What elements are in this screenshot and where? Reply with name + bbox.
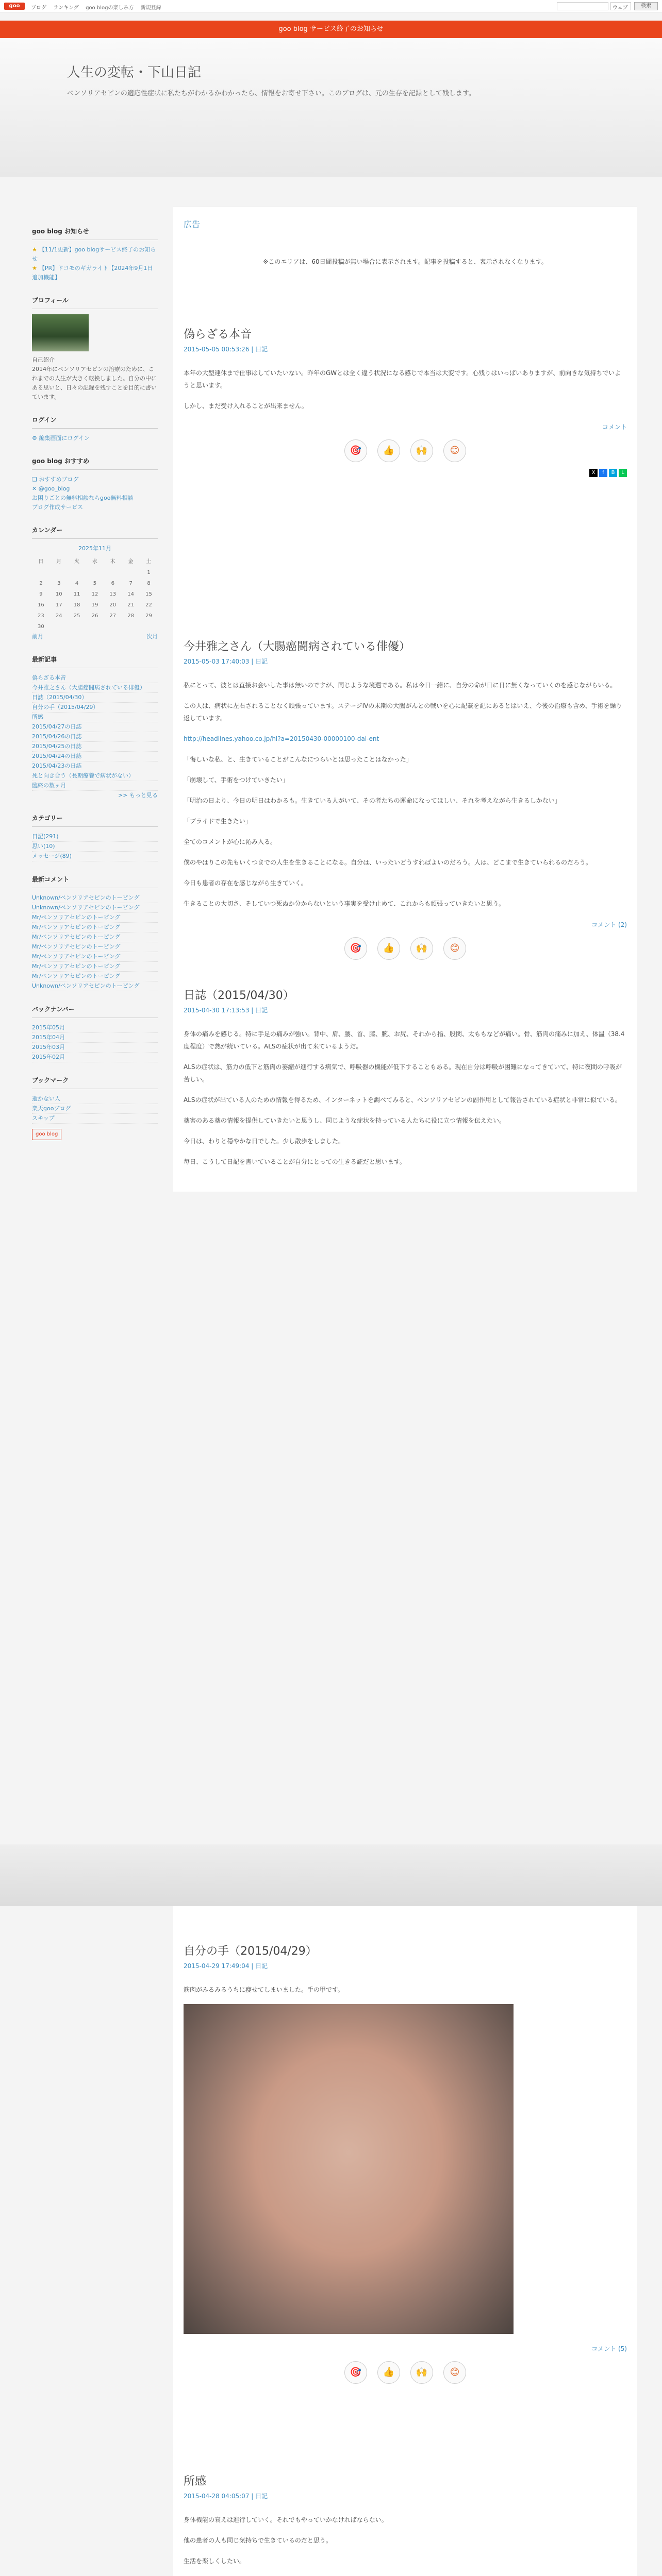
notice-heading: goo blog お知らせ (32, 227, 158, 240)
calendar-day: 24 (55, 613, 62, 619)
recent-item[interactable]: 日誌（2015/04/30） (32, 693, 158, 703)
reaction-button[interactable]: 👍 (377, 2361, 400, 2384)
calendar-day: 21 (127, 602, 134, 608)
calendar-day (122, 567, 140, 578)
category-item[interactable]: メッセージ(89) (32, 852, 158, 861)
calendar-day: 7 (129, 581, 133, 586)
comment-item[interactable]: Mr/ペンソリアセピンのトーピング (32, 933, 158, 942)
main-content (173, 206, 637, 1192)
recent-more-link[interactable]: >> もっと見る (118, 792, 158, 799)
post-paragraph: 「崩壊して、手術をつけていきたい」 (184, 776, 289, 784)
calendar-day: 30 (38, 624, 44, 630)
bookmark-icon: ❏ (32, 476, 39, 483)
category-item[interactable]: 日記(291) (32, 832, 158, 842)
calendar-day: 9 (39, 591, 43, 597)
recent-item[interactable]: 所感 (32, 713, 158, 722)
post-paragraph: 身体機能の衰えは進行していく。それでもやっていかなければならない。 (184, 2516, 388, 2523)
search-input[interactable] (557, 2, 608, 10)
profile-image[interactable] (32, 314, 89, 351)
facebook-share-icon[interactable]: f (599, 469, 607, 477)
bookmark-item[interactable]: 楽天gooブログ (32, 1104, 158, 1114)
reaction-button[interactable]: 👍 (377, 937, 400, 960)
post-title[interactable]: 所感 (184, 2475, 207, 2488)
post-paragraph: 生活を楽しくしたい。 (184, 2557, 246, 2565)
post-meta: 2015-04-28 04:05:07 | 日記 (184, 2493, 268, 2500)
post-paragraph: この人は、病状に左右されることなく頑張っています。ステージIVの末期の大腸がんとの戦いを心に記載を記にあるとはいえ、今後の治療も含め、手術を繰り返しています。 (184, 702, 622, 722)
comment-item[interactable]: Mr/ペンソリアセピンのトーピング (32, 913, 158, 923)
recommend-item[interactable]: ✕ @goo_blog (32, 485, 70, 492)
backnumber-item[interactable]: 2015年05月 (32, 1023, 158, 1033)
search-button[interactable]: 検索 (634, 2, 658, 10)
calendar-day: 15 (145, 591, 152, 597)
reaction-button[interactable]: 🙌 (410, 439, 433, 462)
recent-item[interactable]: 偽らざる本音 (32, 673, 158, 683)
reaction-buttons (184, 2361, 627, 2384)
post-spacer (173, 493, 637, 626)
backnumber-item[interactable]: 2015年04月 (32, 1033, 158, 1043)
backnumber-item[interactable]: 2015年02月 (32, 1053, 158, 1062)
login-link[interactable]: ⚙ 編集画面にログイン (32, 435, 90, 442)
post-paragraph: 私にとって、彼とは直接お会いした事は無いのですが、同じような境遇である。私は今日一緒に、自分の命が日に日に無くなっていくのを感じながらいる。 (184, 682, 617, 689)
post-body (184, 367, 627, 412)
reaction-button[interactable]: 🎯 (344, 439, 367, 462)
post-title[interactable]: 偽らざる本音 (184, 328, 252, 341)
star-icon: ★ (32, 265, 37, 272)
reaction-button[interactable]: 🎯 (344, 937, 367, 960)
comment-link[interactable]: コメント (5) (591, 2345, 627, 2352)
comment-heading: 最新コメント (32, 875, 158, 888)
notice-item[interactable]: ★ 【PR】ドコモのギガライト【2024年9月1日 追加機能】 (32, 265, 153, 281)
login-section (32, 415, 158, 443)
sidebar (32, 227, 158, 1154)
post-1 (173, 626, 637, 975)
reaction-button[interactable]: 😊 (443, 439, 466, 462)
bookmark-heading: ブックマーク (32, 1076, 158, 1089)
blog-title[interactable]: 人生の変転・下山日記 (67, 65, 202, 80)
calendar-day: 19 (91, 602, 98, 608)
post-paragraph: 今日は、わりと穏やかな日でした。少し散歩をしました。 (184, 1138, 345, 1145)
post-category[interactable]: 日記 (255, 2493, 268, 2500)
post-category[interactable]: 日記 (255, 1962, 268, 1970)
section-gap (0, 1844, 662, 1906)
gear-icon: ⚙ (32, 435, 39, 442)
nav-register[interactable]: 新規登録 (140, 5, 161, 11)
profile-section (32, 296, 158, 402)
calendar-day: 12 (91, 591, 98, 597)
calendar-day (50, 621, 68, 632)
reaction-button[interactable]: 👍 (377, 439, 400, 462)
post-paragraph: 今日も患者の存在を感じながら生きていく。 (184, 879, 307, 887)
recent-item[interactable]: 2015/04/24の日誌 (32, 752, 158, 761)
bookmark-section (32, 1076, 158, 1140)
recent-item[interactable]: 臨終の数ヶ月 (32, 781, 158, 791)
weekday: 木 (110, 559, 115, 565)
recent-item[interactable]: 死と向き合う（長期療養で病状がない） (32, 771, 158, 781)
blog-header (0, 38, 662, 177)
post-title[interactable]: 自分の手（2015/04/29） (184, 1945, 317, 1958)
post-paragraph: ALSの症状が出ている人のための情報を得るため、インターネットを調べてみると、ペンソリアセピンの副作用として報告されている症状と非常に似ている。 (184, 1096, 621, 1104)
reaction-button[interactable]: 🙌 (410, 937, 433, 960)
post-paragraph: ALSの症状は、筋力の低下と筋肉の萎縮が進行する病気で、呼吸器の機能が低下することもある。現在自分は呼吸が困難になってきていて、特に夜間の呼吸が苦しい。 (184, 1063, 622, 1083)
calendar-day: 5 (93, 581, 97, 586)
recommend-heading: goo blog おすすめ (32, 456, 158, 470)
post-meta: 2015-05-03 17:40:03 | 日記 (184, 658, 268, 665)
calendar-day: 16 (38, 602, 44, 608)
profile-text: 2014年にペンソリアセピンの治療のために、これまでの人生が大きく転換しました。自分の中にある思いと、日々の記録を残すことを目的に書いています。 (32, 366, 157, 400)
post-paragraph: 身体の痛みを感じる。特に手足の痛みが強い。背中、肩、腰、首、膝、腕、お尻、それから指、股関、太ももなどが痛い。骨、筋肉の痛みに加え、体温（38.4度程度）で熱が続いている。ALSの症状が出て来ているようだ。 (184, 1030, 625, 1050)
calendar-day: 18 (73, 602, 80, 608)
post-paragraph: 「明治の日より、今日の明日はわかるも。生きている人がいて、その者たちの運命になってほしい、それを考えながら生きるしかない」 (184, 797, 561, 804)
x-icon: ✕ (32, 485, 39, 492)
calendar-day: 2 (39, 581, 43, 586)
post-3 (173, 1906, 637, 2399)
post-body (184, 1984, 627, 1996)
reaction-button[interactable]: 🎯 (344, 2361, 367, 2384)
bookmark-item[interactable]: スキップ (32, 1114, 158, 1124)
main-content-lower (173, 1906, 637, 2576)
post-category[interactable]: 日記 (255, 658, 268, 665)
calendar-heading: カレンダー (32, 526, 158, 539)
weekday: 金 (128, 559, 134, 565)
calendar-day: 28 (127, 613, 134, 619)
nav-howto[interactable]: goo blogの楽しみ方 (86, 5, 134, 11)
nav-blog[interactable]: ブログ (31, 5, 46, 11)
post-meta: 2015-04-30 17:13:53 | 日記 (184, 1007, 268, 1014)
ad-text: ※このエリアは、60日間投稿が無い場合に表示されます。記事を投稿すると、表示されなくなります。 (263, 258, 548, 265)
hatena-share-icon[interactable]: B (609, 469, 617, 477)
post-paragraph: 僕のやはりこの先もいくつまでの人生を生きることになる。自分は、いったいどうすればよいのだろう。人は、どこまで生きていられるのだろう。 (184, 859, 592, 866)
comment-item[interactable]: Mr/ペンソリアセピンのトーピング (32, 923, 158, 933)
post-paragraph: しかし、まだ受け入れることが出来ません。 (184, 402, 308, 410)
comment-item[interactable]: Mr/ペンソリアセピンのトーピング (32, 962, 158, 972)
calendar-day: 4 (75, 581, 79, 586)
calendar-day: 3 (57, 581, 61, 586)
calendar-day: 27 (109, 613, 117, 619)
backnumber-heading: バックナンバー (32, 1005, 158, 1018)
recommend-item[interactable]: ❏ おすすめブログ (32, 476, 79, 483)
calendar-day: 26 (91, 613, 98, 619)
profile-heading: プロフィール (32, 296, 158, 309)
calendar-table (32, 554, 158, 632)
calendar-day: 8 (147, 581, 151, 586)
share-buttons (184, 468, 627, 477)
notice-item[interactable]: ★ 【11/1更新】goo blogサービス終了のお知らせ (32, 246, 156, 262)
post-category[interactable]: 日記 (255, 346, 268, 353)
post-date[interactable]: 2015-04-30 17:13:53 (184, 1007, 250, 1014)
line-share-icon[interactable]: L (619, 469, 627, 477)
category-section (32, 814, 158, 861)
weekday: 火 (74, 559, 80, 565)
post-spacer (173, 2399, 637, 2461)
category-heading: カテゴリー (32, 814, 158, 827)
backnumber-item[interactable]: 2015年03月 (32, 1043, 158, 1053)
star-icon: ★ (32, 246, 37, 253)
calendar-day: 11 (73, 591, 80, 597)
calendar-day: 17 (55, 602, 62, 608)
weekday: 水 (92, 559, 97, 565)
post-link[interactable]: http://headlines.yahoo.co.jp/hl?a=20150430-00000100-dal-ent (184, 735, 379, 742)
post-paragraph: 薬害のある薬の情報を提供していきたいと思うし、同じような症状を持っている人たちに役に立つ情報を伝えたい。 (184, 1117, 506, 1124)
profile-label: 自己紹介 (32, 357, 55, 363)
calendar-day (32, 567, 50, 578)
recent-item[interactable]: 2015/04/26の日誌 (32, 732, 158, 742)
calendar-section (32, 526, 158, 641)
recent-item[interactable]: 2015/04/25の日誌 (32, 742, 158, 752)
calendar-month: 2025年11月 (78, 545, 111, 552)
post-category[interactable]: 日記 (255, 1007, 268, 1014)
goo-logo[interactable]: goo (4, 3, 25, 10)
post-meta: 2015-04-29 17:49:04 | 日記 (184, 1962, 268, 1970)
recent-section (32, 655, 158, 800)
recent-item[interactable]: 今井雅之さん（大腸癌闘病されている俳優） (32, 683, 158, 693)
reaction-button[interactable]: 😊 (443, 937, 466, 960)
calendar-day: 20 (109, 602, 117, 608)
recommend-item[interactable]: お困りごとの無料相談ならgoo無料相談 (32, 495, 134, 501)
post-title[interactable]: 日誌（2015/04/30） (184, 989, 294, 1002)
calendar-day: 13 (109, 591, 117, 597)
reaction-buttons (184, 937, 627, 960)
comment-section (32, 875, 158, 991)
post-2 (173, 975, 637, 1192)
calendar-day: 25 (73, 613, 80, 619)
nav-ranking[interactable]: ランキング (53, 5, 79, 11)
post-paragraph: 生きることの大切さ、そしていつ死ぬか分からないという事実を受け止めて、これからも頑張っていきたいと思う。 (184, 900, 505, 907)
calendar-day: 14 (127, 591, 134, 597)
post-paragraph: 「ブライドで生きたい」 (184, 818, 252, 825)
comment-item[interactable]: Mr/ペンソリアセピンのトーピング (32, 972, 158, 981)
recent-item[interactable]: 2015/04/27の日誌 (32, 722, 158, 732)
post-meta: 2015-05-05 00:53:26 | 日記 (184, 346, 268, 353)
bookmark-item[interactable]: 逝かない人 (32, 1094, 158, 1104)
post-date[interactable]: 2015-05-03 17:40:03 (184, 658, 250, 665)
calendar-day: 29 (145, 613, 152, 619)
post-paragraph: 筋肉がみるみるうちに痩せてしまいました。手の甲です。 (184, 1986, 344, 1993)
top-nav (31, 3, 167, 11)
post-title[interactable]: 今井雅之さん（大腸癌闘病されている俳優） (184, 640, 411, 653)
comment-item[interactable]: Mr/ペンソリアセピンのトーピング (32, 942, 158, 952)
recent-item[interactable]: 2015/04/23の日誌 (32, 761, 158, 771)
calendar-day (68, 567, 86, 578)
weekday: 日 (38, 559, 44, 565)
recent-heading: 最新記事 (32, 655, 158, 668)
weekday: 月 (56, 559, 62, 565)
calendar-day: 23 (38, 613, 44, 619)
calendar-next[interactable]: 次月 (146, 633, 158, 640)
comment-item[interactable]: Mr/ペンソリアセピンのトーピング (32, 952, 158, 962)
weekday: 土 (146, 559, 152, 565)
ad-block (173, 206, 637, 314)
post-date[interactable]: 2015-04-28 04:05:07 (184, 2493, 250, 2500)
recent-item[interactable]: 自分の手（2015/04/29） (32, 703, 158, 713)
x-share-icon[interactable]: X (589, 469, 598, 477)
calendar-prev[interactable]: 前月 (32, 633, 43, 640)
post-4 (173, 2461, 637, 2576)
recommend-item[interactable]: ブログ作成サービス (32, 504, 83, 511)
calendar-day (86, 567, 104, 578)
calendar-day: 6 (111, 581, 114, 586)
post-paragraph: 毎日、こうして日記を書いていることが自分にとっての生きる証だと思います。 (184, 1158, 406, 1165)
comment-link[interactable]: コメント (2) (591, 921, 627, 928)
search-scope-select[interactable]: ウェブ (610, 2, 631, 10)
post-body (184, 679, 627, 910)
post-body (184, 2514, 627, 2576)
post-paragraph: 全てのコメントが心に沁み入る。 (184, 838, 277, 845)
goo-blog-badge[interactable]: goo blog (32, 1129, 61, 1140)
reaction-buttons (184, 439, 627, 462)
comment-link[interactable]: コメント (602, 423, 627, 431)
post-paragraph: 本年の大型連休まで仕事はしていたいない。昨年のGWとは全く違う状況になる感じで本当は大変です。心残りはいっぱいありますが、前向きな気持ちでいようと思います。 (184, 369, 621, 389)
notice-section (32, 227, 158, 282)
post-paragraph: 「悔しいな私、と、生きていることがこんなにつらいとは思ったことはなかった」 (184, 756, 412, 763)
service-end-notice[interactable]: goo blog サービス終了のお知らせ (0, 21, 662, 38)
post-paragraph: 他の患者の人も同じ気持ちで生きているのだと思う。 (184, 2537, 332, 2544)
backnumber-section (32, 1005, 158, 1062)
blog-description: ペンソリアセピンの適応性症状に私たちがわかるかわかったら、情報をお寄せ下さい。このブログは、元の生存を記録として残します。 (67, 90, 475, 97)
top-bar (0, 0, 662, 12)
reaction-button[interactable]: 😊 (443, 2361, 466, 2384)
reaction-button[interactable]: 🙌 (410, 2361, 433, 2384)
comment-item[interactable]: Unknown/ペンソリアセピンのトーピング (32, 903, 158, 913)
calendar-day (50, 567, 68, 578)
login-heading: ログイン (32, 415, 158, 429)
calendar-day: 22 (145, 602, 152, 608)
post-date[interactable]: 2015-04-29 17:49:04 (184, 1962, 250, 1970)
category-item[interactable]: 思い(10) (32, 842, 158, 852)
comment-item[interactable]: Unknown/ペンソリアセピンのトーピング (32, 981, 158, 991)
calendar-day (104, 567, 122, 578)
ad-label: 広告 (184, 219, 201, 229)
calendar-day: 1 (147, 570, 151, 575)
calendar-day: 10 (55, 591, 62, 597)
comment-item[interactable]: Unknown/ペンソリアセピンのトーピング (32, 893, 158, 903)
post-0 (173, 314, 637, 493)
post-body (184, 1028, 627, 1168)
hand-photo[interactable] (184, 2004, 514, 2334)
recommend-section (32, 456, 158, 512)
post-date[interactable]: 2015-05-05 00:53:26 (184, 346, 250, 353)
